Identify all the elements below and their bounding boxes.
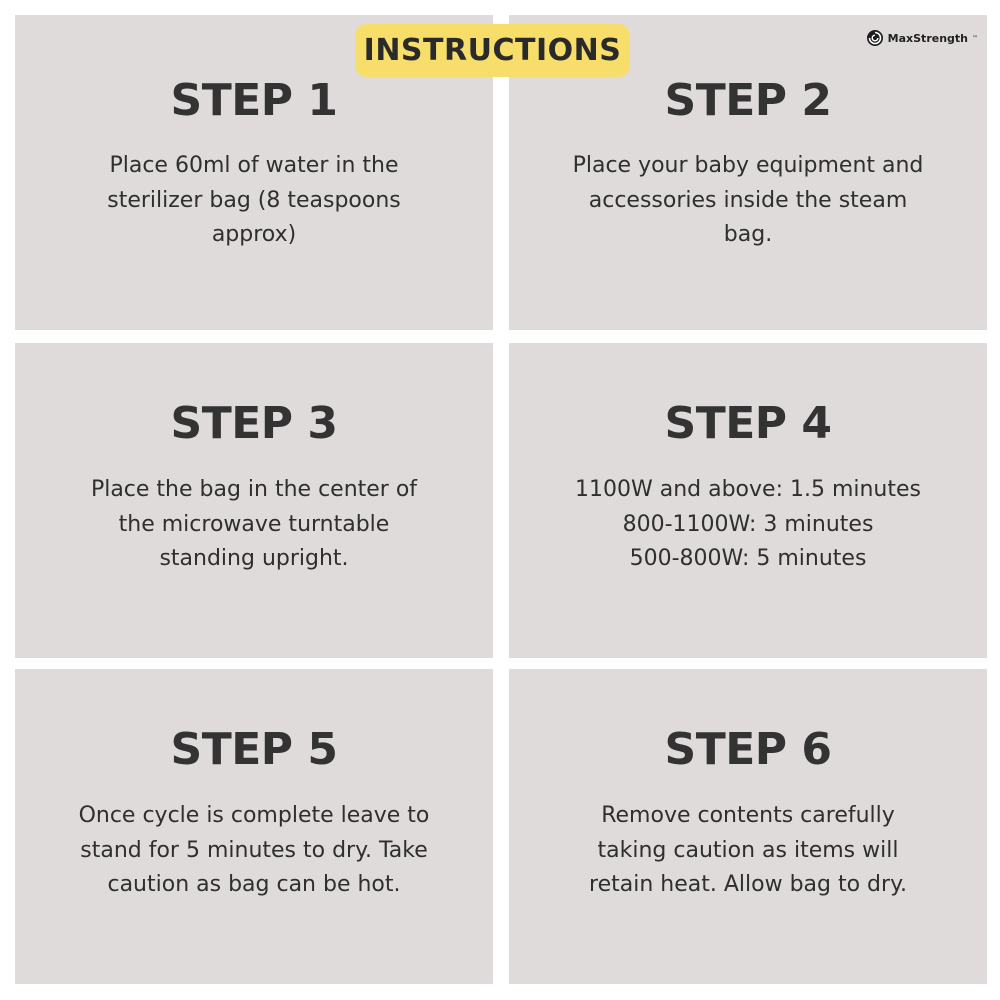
step-title: STEP 3: [170, 398, 338, 449]
step-line: sterilizer bag (8 teaspoons: [107, 187, 401, 213]
step-line: Place your baby equipment and: [572, 153, 924, 178]
step-line: taking caution as items will: [597, 837, 899, 863]
step-line: Once cycle is complete leave to: [78, 803, 430, 828]
step-line: stand for 5 minutes to dry. Take: [80, 837, 428, 863]
step-description: [539, 149, 957, 253]
step-line: bag.: [723, 222, 773, 247]
step-line: Remove contents carefully: [601, 803, 895, 828]
step-line: Place 60ml of water in the: [109, 153, 399, 178]
step-description: [539, 473, 957, 577]
logo-text: MaxStrength: [887, 31, 968, 45]
step-title: STEP 6: [664, 724, 832, 775]
step-title: STEP 1: [170, 75, 338, 126]
brand-logo: [866, 29, 978, 47]
step-line: accessories inside the steam: [588, 187, 908, 213]
step-line: the microwave turntable: [118, 511, 390, 537]
step-card-3: [15, 343, 493, 658]
step-card-6: [509, 669, 987, 984]
badge-label: INSTRUCTIONS: [363, 33, 622, 68]
step-line: Place the bag in the center of: [90, 477, 418, 502]
step-line: approx): [211, 222, 297, 247]
step-line: standing upright.: [159, 546, 349, 571]
step-line: 1100W and above: 1.5 minutes: [574, 477, 922, 502]
step-description: [45, 799, 463, 903]
step-title: STEP 2: [664, 75, 832, 126]
step-description: [539, 799, 957, 903]
instructions-badge: [355, 24, 630, 77]
step-title: STEP 5: [170, 724, 338, 775]
step-line: 500-800W: 5 minutes: [629, 546, 867, 571]
step-line: 800-1100W: 3 minutes: [622, 511, 874, 537]
step-card-5: [15, 669, 493, 984]
step-description: [45, 473, 463, 577]
step-description: [45, 149, 463, 253]
step-card-4: [509, 343, 987, 658]
swirl-logo-icon: [866, 29, 884, 47]
trademark-mark: ™: [972, 34, 978, 42]
step-line: retain heat. Allow bag to dry.: [589, 872, 907, 897]
step-title: STEP 4: [664, 398, 832, 449]
step-line: caution as bag can be hot.: [107, 872, 401, 897]
